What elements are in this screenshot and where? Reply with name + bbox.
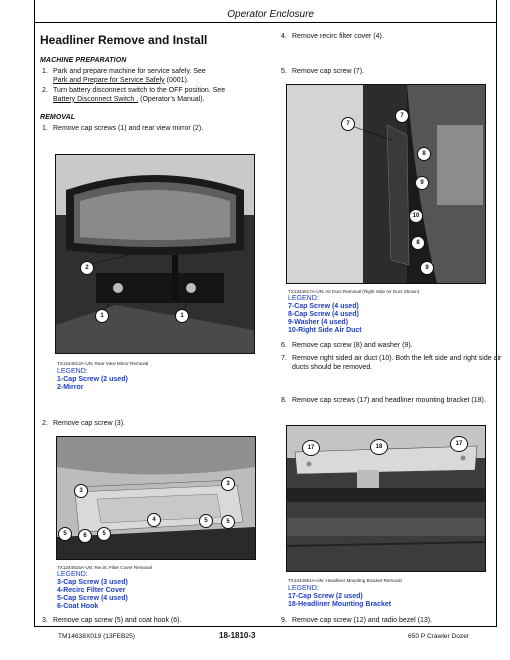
- removal-step-7: [279, 355, 506, 372]
- machine-prep-heading: MACHINE PREPARATION: [40, 57, 127, 64]
- step-text: Remove cap screw (3).: [53, 420, 125, 427]
- step-number: 7.: [281, 355, 287, 362]
- callout-18: 18: [370, 439, 388, 455]
- recirc-legend-item: 5-Cap Screw (4 used): [57, 595, 128, 602]
- recirc-legend-item: 6-Coat Hook: [57, 603, 99, 610]
- removal-step-9: [279, 617, 506, 626]
- recirc-legend-item: 3-Cap Screw (3 used): [57, 579, 128, 586]
- step-number: 8.: [281, 397, 287, 404]
- callout-3: 3: [74, 484, 88, 498]
- step-number: 5.: [281, 68, 287, 75]
- step-text: Remove right sided air duct (10). Both the left side and right side air ducts should be removed.: [292, 355, 502, 371]
- prep-step-2: [40, 87, 268, 104]
- airduct-legend-item: 9-Washer (4 used): [288, 319, 349, 326]
- callout-5: 5: [199, 514, 213, 528]
- callout-6: 6: [78, 529, 92, 543]
- recirc-caption: TX1344615A-UN: Recirc Filter Cover Removal: [57, 565, 152, 570]
- callout-3b: 3: [221, 477, 235, 491]
- callout-5c: 5: [97, 527, 111, 541]
- recirc-legend-title: LEGEND:: [57, 571, 88, 578]
- step-number: 9.: [281, 617, 287, 624]
- callout-7: 7: [341, 117, 355, 131]
- step-number: 1.: [42, 125, 48, 133]
- airduct-caption: TX1344617A-UN: Air Duct Removal (Right Side Air Duct Shown): [288, 289, 420, 294]
- step-number: 3.: [42, 617, 48, 624]
- removal-step-2: [40, 420, 281, 429]
- airduct-legend-title: LEGEND:: [288, 295, 319, 302]
- airduct-legend-item: 10-Right Side Air Duct: [288, 327, 362, 334]
- step-text: Remove cap screws (1) and rear view mirror (2).: [53, 125, 204, 133]
- removal-step-3: [40, 617, 281, 626]
- step-number: 2.: [42, 420, 48, 427]
- step-text: Park and prepare machine for service safely. See: [53, 68, 206, 75]
- step-text: Remove cap screw (7).: [292, 68, 364, 75]
- step-text: Remove cap screw (8) and washer (9).: [292, 342, 413, 349]
- removal-heading: REMOVAL: [40, 114, 76, 122]
- callout-2: 2: [80, 261, 94, 275]
- callout-9: 9: [415, 176, 429, 190]
- header-right-rule: [496, 0, 497, 22]
- step-text-tail: (Operator’s Manual).: [140, 95, 205, 103]
- removal-step-5: [279, 68, 506, 77]
- callout-17: 17: [302, 440, 320, 456]
- callout-4: 4: [147, 513, 161, 527]
- removal-step-6: [279, 342, 506, 351]
- footer-page-number: 18-1810-3: [219, 631, 256, 640]
- removal-step-1: [40, 125, 268, 134]
- step-text: Remove cap screw (5) and coat hook (6).: [53, 617, 182, 624]
- callout-5d: 5: [221, 515, 235, 529]
- recirc-legend-item: 4-Recirc Filter Cover: [57, 587, 126, 594]
- callout-8b: 8: [411, 236, 425, 250]
- step-number: 1.: [42, 68, 48, 75]
- footer-model: 650 P Crawler Dozer: [408, 633, 470, 640]
- battery-disconnect-link[interactable]: Battery Disconnect Switch .: [53, 95, 139, 103]
- callout-1b: 1: [175, 309, 189, 323]
- figure-mounting-bracket: [286, 425, 486, 572]
- step-number: 2.: [42, 87, 48, 95]
- bracket-legend-item: 18-Headliner Mounting Bracket: [288, 601, 392, 608]
- step-number: 6.: [281, 342, 287, 349]
- prep-step-1: [40, 68, 268, 85]
- callout-10: 10: [409, 209, 423, 223]
- callout-9b: 9: [420, 261, 434, 275]
- bracket-legend-item: 17-Cap Screw (2 used): [288, 593, 363, 600]
- figure-air-duct: [286, 84, 486, 284]
- figure-recirc-filter: [56, 436, 256, 560]
- header-left-rule: [34, 0, 35, 22]
- bracket-legend-title: LEGEND:: [288, 585, 319, 592]
- mirror-caption: TX1344613A-UN: Rear View Mirror Removal: [57, 361, 149, 366]
- callout-1: 1: [95, 309, 109, 323]
- park-prepare-link[interactable]: Park and Prepare for Service Safely: [53, 76, 165, 84]
- airduct-legend-item: 7-Cap Screw (4 used): [288, 303, 359, 310]
- step-text: Remove cap screws (17) and headliner mounting bracket (18).: [292, 397, 486, 404]
- mirror-legend-title: LEGEND:: [57, 368, 88, 375]
- mirror-legend-item: 2-Mirror: [57, 384, 84, 391]
- section-title: Headliner Remove and Install: [40, 33, 208, 47]
- figure-rear-view-mirror: [55, 154, 255, 354]
- step-number: 4.: [281, 33, 287, 40]
- step-text: Turn battery disconnect switch to the OFF position. See: [53, 87, 226, 95]
- bracket-caption: TX1344661A-UN: Headliner Mounting Bracket Removal: [288, 578, 402, 583]
- removal-step-4: [279, 33, 506, 42]
- mirror-legend-item: 1-Cap Screw (2 used): [57, 376, 128, 383]
- callout-17b: 17: [450, 436, 468, 452]
- page-header-title: Operator Enclosure: [227, 9, 314, 20]
- removal-step-8: [279, 397, 506, 406]
- footer-doc-id: TM14638X019 (13FEB25): [58, 633, 135, 640]
- step-text-tail: (0001).: [166, 76, 189, 84]
- step-text: Remove cap screw (12) and radio bezel (13).: [292, 617, 433, 624]
- airduct-legend-item: 8-Cap Screw (4 used): [288, 311, 359, 318]
- callout-8: 8: [417, 147, 431, 161]
- callout-5b: 5: [58, 527, 72, 541]
- step-text: Remove recirc filter cover (4).: [292, 33, 384, 40]
- callout-7b: 7: [395, 109, 409, 123]
- left-column: [40, 30, 268, 134]
